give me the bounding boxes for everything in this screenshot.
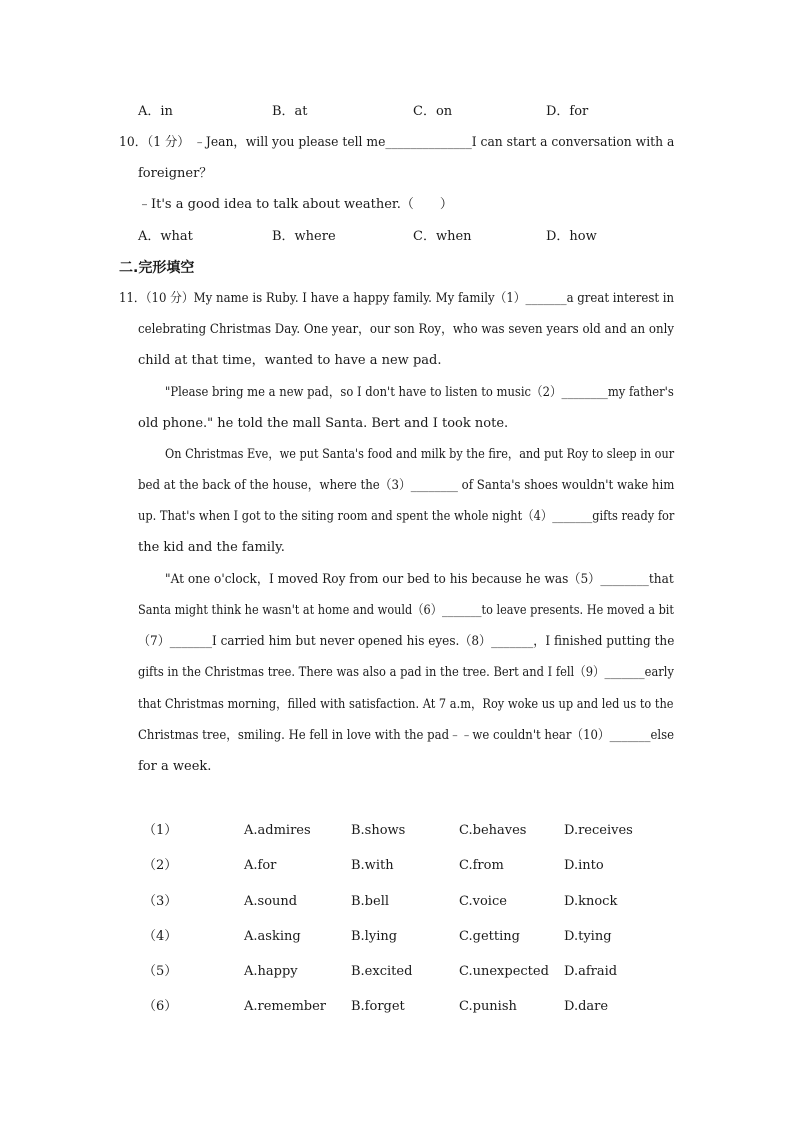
choice-a: A.happy [244,964,298,979]
passage-line: for a week. [138,759,212,774]
choice-a: A.sound [244,894,298,909]
passage-line: Christmas tree，smiling. He fell in love with the pad﹣﹣we couldn't hear（10）_______else [138,728,674,743]
choice-b: B.forget [351,999,405,1014]
q10-response: ﹣It's a good idea to talk about weather.（ ） [138,197,453,212]
choice-a: A.asking [244,929,301,944]
passage-line: up. That's when I got to the siting room and spent the whole night（4）_______gifts ready for [138,509,675,524]
q10-option-c: C．when [413,229,472,244]
choice-c: C.from [459,858,504,873]
q10-option-d: D．how [546,229,597,244]
choice-c: C.getting [459,929,520,944]
passage-line: （7）_______I carried him but never opened his eyes.（8）_______，I finished putting the [138,634,675,649]
choice-number: （5） [143,964,178,979]
q10-option-a: A．what [138,229,193,244]
passage-line: "At one o'clock，I moved Roy from our bed to his because he was（5）________that [165,572,674,587]
choice-c: C.unexpected [459,964,549,979]
q9-option-d: D．for [546,104,589,119]
passage-line: 11．（10 分）My name is Ruby. I have a happy family. My family（1）_______a great interest in [119,291,675,306]
choice-number: （4） [143,929,178,944]
choice-c: C.voice [459,894,507,909]
passage-line: bed at the back of the house，where the（3）________ of Santa's shoes wouldn't wake him [138,478,675,493]
choice-d: D.tying [564,929,612,944]
choice-b: B.bell [351,894,390,909]
choice-number: （2） [143,858,178,873]
choice-a: A.for [244,858,277,873]
choice-number: （6） [143,999,178,1014]
choice-d: D.knock [564,894,618,909]
choice-d: D.dare [564,999,609,1014]
passage-line: celebrating Christmas Day. One year，our son Roy，who was seven years old and an only [138,322,675,337]
choice-c: C.behaves [459,823,527,838]
passage-line: the kid and the family. [138,540,285,555]
choice-d: D.afraid [564,964,618,979]
choice-a: A.admires [244,823,311,838]
q9-option-b: B．at [272,104,308,119]
q10-stem-line2: foreigner？ [138,166,213,181]
passage-line: "Please bring me a new pad，so I don't have to listen to music（2）________my father's [165,385,674,400]
passage-line: gifts in the Christmas tree. There was also a pad in the tree. Bert and I fell（9）_______early [138,665,674,680]
passage-line: child at that time，wanted to have a new pad. [138,353,442,368]
q10-option-b: B．where [272,229,336,244]
choice-b: B.shows [351,823,406,838]
section-title: 二.完形填空 [119,260,195,276]
choice-number: （3） [143,894,178,909]
choice-b: B.lying [351,929,398,944]
choice-number: （1） [143,823,178,838]
passage-line: that Christmas morning，filled with satisfaction. At 7 a.m，Roy woke us up and led us to the [138,697,674,712]
choice-b: B.with [351,858,394,873]
passage-line: On Christmas Eve，we put Santa's food and milk by the fire，and put Roy to sleep in our [165,447,675,462]
choice-b: B.excited [351,964,413,979]
q10-stem-line1: 10．（1 分） ﹣Jean，will you please tell me______________I can start a conversation with a [119,135,675,150]
choice-d: D.receives [564,823,633,838]
q9-option-a: A．in [138,104,173,119]
choice-c: C.punish [459,999,517,1014]
passage-line: old phone." he told the mall Santa. Bert and I took note. [138,416,509,431]
choice-a: A.remember [244,999,327,1014]
q9-option-c: C．on [413,104,453,119]
choice-d: D.into [564,858,604,873]
passage-line: Santa might think he wasn't at home and would（6）_______to leave presents. He moved a bit [138,603,674,618]
